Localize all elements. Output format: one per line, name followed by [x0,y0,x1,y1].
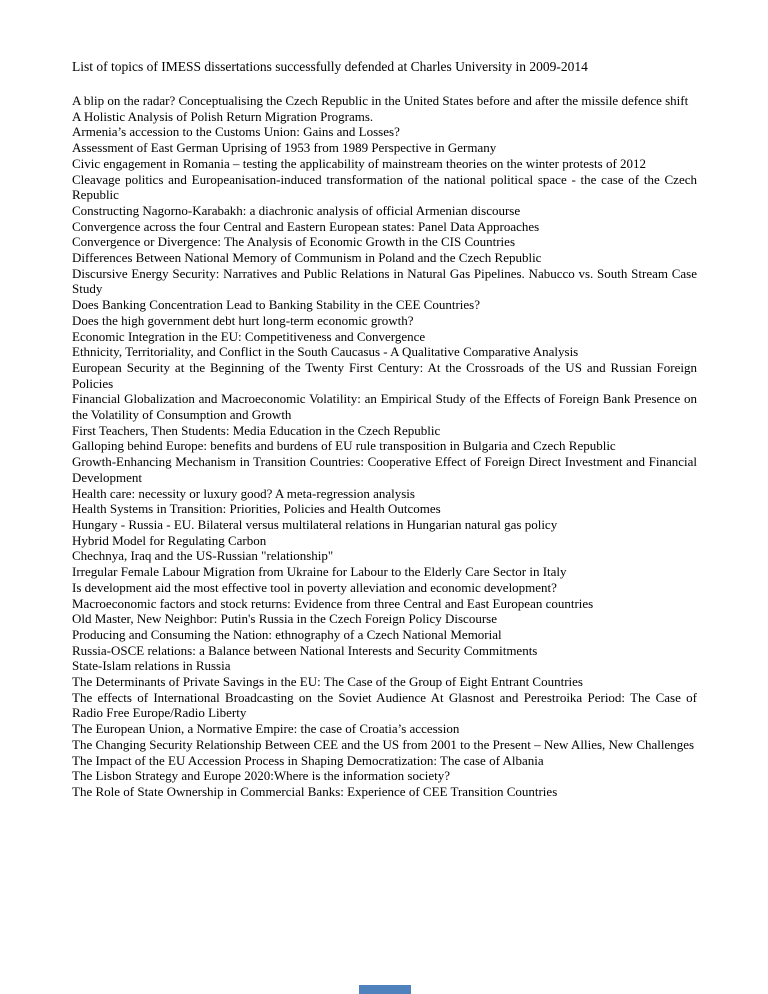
list-item: Hybrid Model for Regulating Carbon [72,532,267,548]
list-item: Armenia’s accession to the Customs Union: Gains and Losses? [72,124,400,140]
list-item: State-Islam relations in Russia [72,658,231,674]
list-item: Russia-OSCE relations: a Balance between National Interests and Security Commitments [72,642,538,658]
list-item: Old Master, New Neighbor: Putin's Russia in the Czech Foreign Policy Discourse [72,611,497,627]
footer-accent-bar [359,985,411,994]
list-item: Chechnya, Iraq and the US-Russian "relationship" [72,548,334,564]
list-item: The Determinants of Private Savings in the EU: The Case of the Group of Eight Entrant Countries [72,674,583,690]
list-item: First Teachers, Then Students: Media Education in the Czech Republic [72,422,441,438]
list-item: Does Banking Concentration Lead to Banking Stability in the CEE Countries? [72,297,480,313]
list-item: Health care: necessity or luxury good? A meta-regression analysis [72,485,415,501]
list-item: Discursive Energy Security: Narratives and Public Relations in Natural Gas Pipelines. Nabucco vs. South Stream Case Study [72,265,697,297]
list-item: Galloping behind Europe: benefits and burdens of EU rule transposition in Bulgaria and Czech Republic [72,438,616,454]
list-item: The Impact of the EU Accession Process in Shaping Democratization: The case of Albania [72,752,544,768]
list-item: European Security at the Beginning of the Twenty First Century: At the Crossroads of the US and Russian Foreign Policies [72,359,697,391]
list-item: Health Systems in Transition: Priorities, Policies and Health Outcomes [72,501,441,517]
list-item: The European Union, a Normative Empire: the case of Croatia’s accession [72,721,460,737]
list-item: Economic Integration in the EU: Competitiveness and Convergence [72,328,426,344]
list-item: The Lisbon Strategy and Europe 2020:Where is the information society? [72,768,450,784]
list-item: The effects of International Broadcasting on the Soviet Audience At Glasnost and Perestroika Period: The Case of Radio Free Europe/Radio Liberty [72,689,697,721]
dissertation-list [72,93,697,800]
list-item: Hungary - Russia - EU. Bilateral versus multilateral relations in Hungarian natural gas policy [72,516,558,532]
list-item: Irregular Female Labour Migration from Ukraine for Labour to the Elderly Care Sector in Italy [72,564,567,580]
list-item: A Holistic Analysis of Polish Return Migration Programs. [72,108,374,124]
list-item: Convergence across the four Central and Eastern European states: Panel Data Approaches [72,218,540,234]
list-item: Does the high government debt hurt long-term economic growth? [72,312,414,328]
list-item: The Changing Security Relationship Between CEE and the US from 2001 to the Present – New Allies, New Challenges [72,736,695,752]
list-item: The Role of State Ownership in Commercial Banks: Experience of CEE Transition Countries [72,783,558,799]
list-item: Assessment of East German Uprising of 1953 from 1989 Perspective in Germany [72,140,497,156]
list-item: Convergence or Divergence: The Analysis of Economic Growth in the CIS Countries [72,234,515,250]
list-item: Differences Between National Memory of Communism in Poland and the Czech Republic [72,250,542,266]
list-item: Growth-Enhancing Mechanism in Transition Countries: Cooperative Effect of Foreign Direct Investment and Financial Development [72,454,697,485]
list-item: Ethnicity, Territoriality, and Conflict in the South Caucasus - A Qualitative Comparative Analysis [72,344,579,360]
list-item: Civic engagement in Romania – testing the applicability of mainstream theories on the winter protests of 2012 [72,155,647,171]
page-title: List of topics of IMESS dissertations successfully defended at Charles University in 2009-2014 [72,59,588,74]
list-item: Is development aid the most effective tool in poverty alleviation and economic development? [72,579,557,595]
list-item: Financial Globalization and Macroeconomic Volatility: an Empirical Study of the Effects of Foreign Bank Presence on the Volatility of Consumption and Growth [72,391,697,423]
list-item: Cleavage politics and Europeanisation-induced transformation of the national political space - the case of the Czech Republic [72,171,697,203]
list-item: A blip on the radar? Conceptualising the Czech Republic in the United States before and after the missile defence shift [72,93,689,108]
list-item: Constructing Nagorno-Karabakh: a diachronic analysis of official Armenian discourse [72,202,521,218]
list-item: Macroeconomic factors and stock returns: Evidence from three Central and East European countries [72,595,594,611]
list-item: Producing and Consuming the Nation: ethnography of a Czech National Memorial [72,626,502,642]
